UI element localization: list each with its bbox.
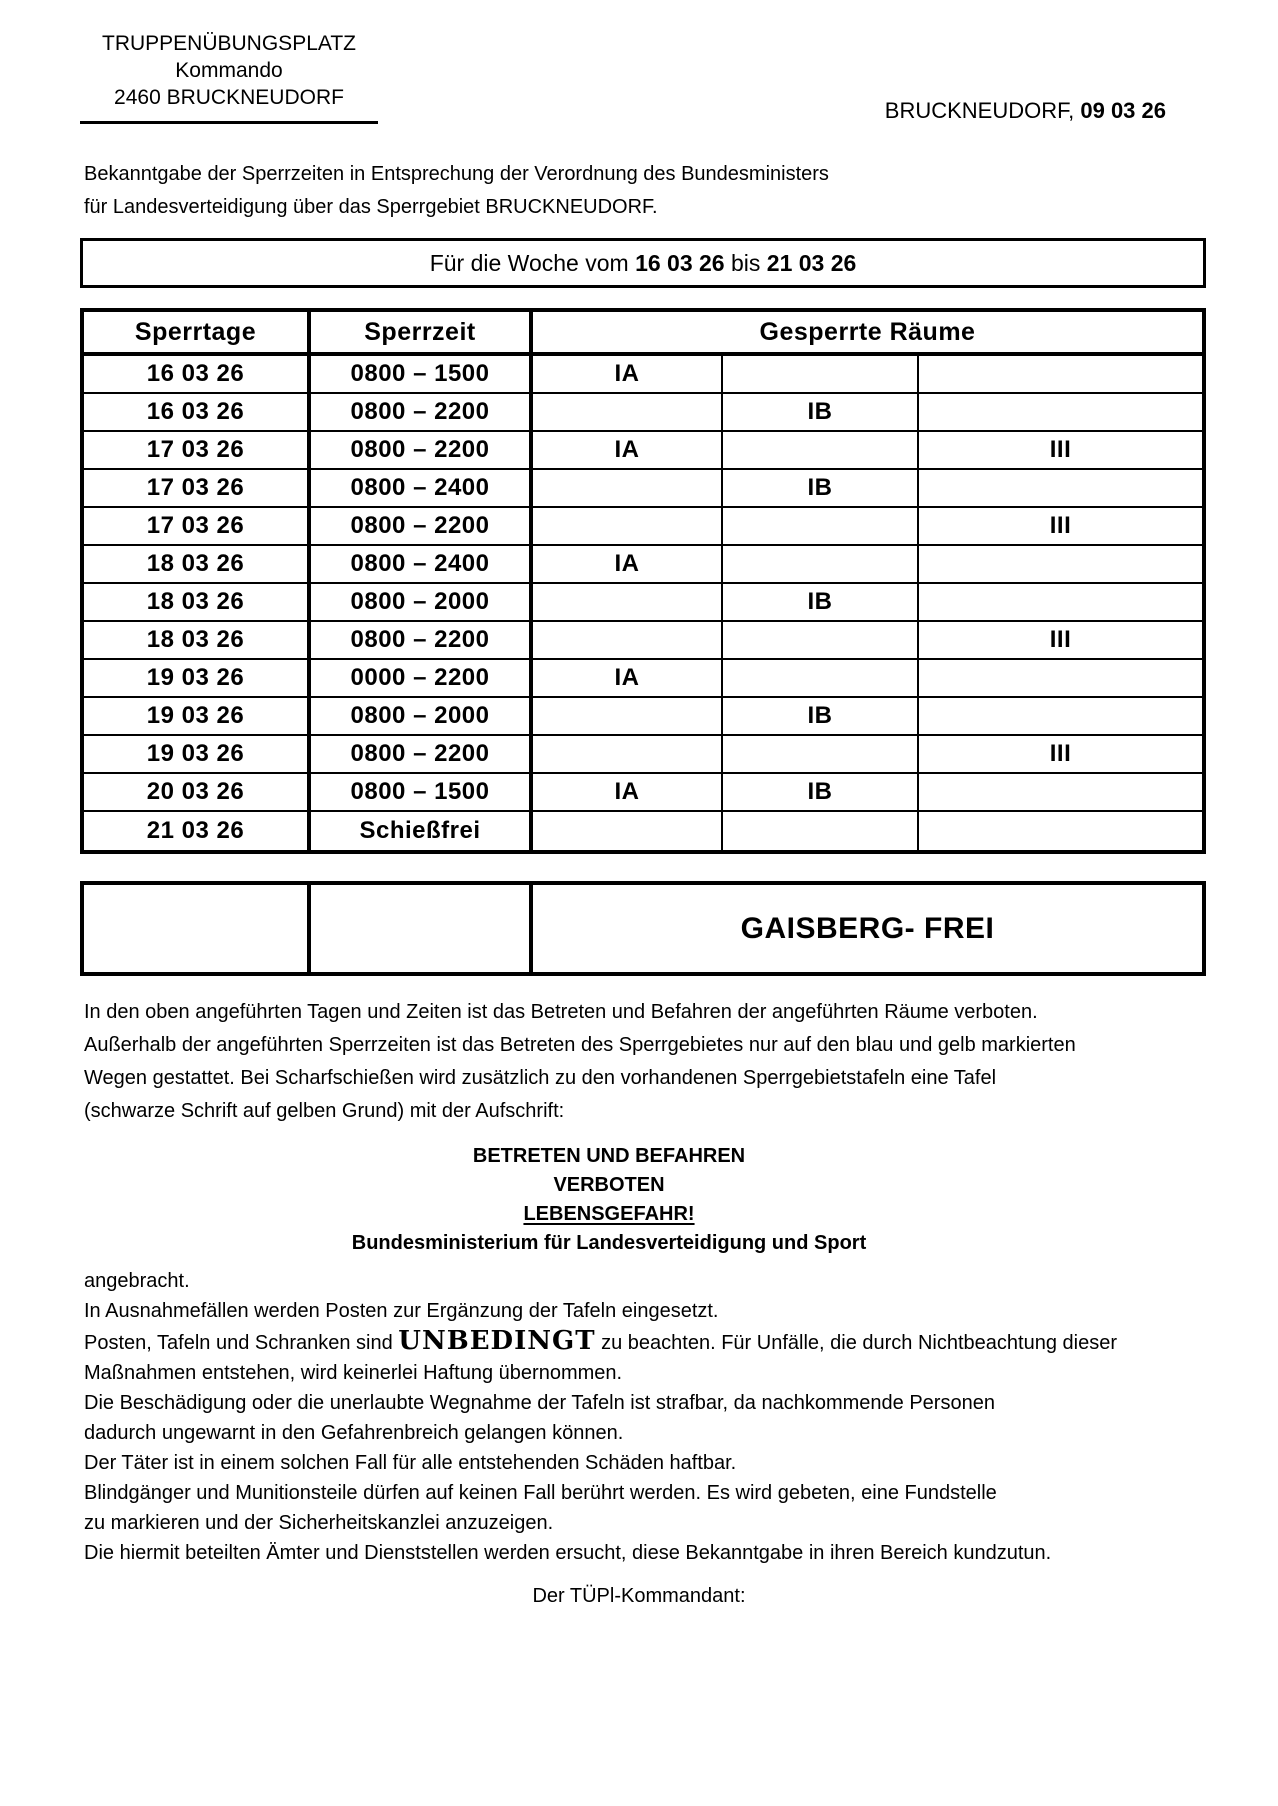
raum-iii-cell bbox=[919, 470, 1202, 508]
sperrzeit-cell: 0800 – 2200 bbox=[311, 622, 533, 660]
sperrzeit-cell: 0800 – 2200 bbox=[311, 736, 533, 774]
body-line: Maßnahmen entstehen, wird keinerlei Haftung übernommen. bbox=[84, 1362, 623, 1384]
warning-sign-text bbox=[84, 1142, 1134, 1258]
place-label: BRUCKNEUDORF, bbox=[884, 98, 1081, 123]
sperrzeit-cell: 0800 – 2400 bbox=[311, 546, 533, 584]
letterhead-unit-name: TRUPPENÜBUNGSPLATZ bbox=[102, 32, 356, 55]
raum-iii-cell bbox=[919, 546, 1202, 584]
raum-ia-cell bbox=[533, 584, 723, 622]
raum-ib-cell bbox=[723, 622, 919, 660]
intro-line: für Landesverteidigung über das Sperrgebiet BRUCKNEUDORF. bbox=[84, 196, 658, 218]
body-line: angebracht. bbox=[84, 1270, 190, 1292]
regulations-text bbox=[84, 996, 1208, 1568]
body-line: Die hiermit beteilten Ämter und Dienststellen werden ersucht, diese Bekanntgabe in ihren Bereich kundzutun. bbox=[84, 1542, 1052, 1564]
raum-iii-cell: III bbox=[919, 508, 1202, 546]
raum-ib-cell bbox=[723, 660, 919, 698]
sperrtage-cell: 19 03 26 bbox=[84, 736, 311, 774]
raum-ia-cell: IA bbox=[533, 356, 723, 394]
raum-ib-cell: IB bbox=[723, 394, 919, 432]
sperrtage-cell: 19 03 26 bbox=[84, 698, 311, 736]
warning-line-betreten: BETRETEN UND BEFAHREN bbox=[472, 1145, 746, 1167]
sperrtage-cell: 16 03 26 bbox=[84, 394, 311, 432]
body-line: Die Beschädigung oder die unerlaubte Wegnahme der Tafeln ist strafbar, da nachkommende Personen bbox=[84, 1392, 995, 1414]
sperrzeit-cell: 0800 – 2200 bbox=[311, 432, 533, 470]
week-date-from: 16 03 26 bbox=[635, 249, 725, 276]
raum-ia-cell bbox=[533, 812, 723, 850]
unbedingt-emphasis: UNBEDINGT bbox=[398, 1326, 596, 1356]
raum-iii-cell bbox=[919, 774, 1202, 812]
column-header-sperrzeit: Sperrzeit bbox=[311, 312, 533, 356]
sperrtage-cell: 20 03 26 bbox=[84, 774, 311, 812]
letterhead-unit-address: 2460 BRUCKNEUDORF bbox=[114, 86, 344, 109]
raum-ia-cell bbox=[533, 698, 723, 736]
body-line-unbedingt bbox=[84, 1326, 1208, 1358]
raum-ia-cell bbox=[533, 736, 723, 774]
body-line: Blindgänger und Munitionsteile dürfen auf keinen Fall berührt werden. Es wird gebeten, eine Fundstelle bbox=[84, 1482, 997, 1504]
place-date-line bbox=[885, 98, 1166, 124]
sperrzeit-cell: 0800 – 1500 bbox=[311, 356, 533, 394]
body-line: zu markieren und der Sicherheitskanzlei anzuzeigen. bbox=[84, 1512, 554, 1534]
sperrtage-cell: 17 03 26 bbox=[84, 508, 311, 546]
gaisberg-label: GAISBERG- FREI bbox=[740, 911, 995, 945]
sperrzeit-cell: 0800 – 2400 bbox=[311, 470, 533, 508]
closure-table bbox=[80, 308, 1206, 854]
raum-ib-cell bbox=[723, 546, 919, 584]
raum-ia-cell bbox=[533, 470, 723, 508]
raum-iii-cell bbox=[919, 660, 1202, 698]
raum-ib-cell: IB bbox=[723, 774, 919, 812]
sperrzeit-cell: 0800 – 2200 bbox=[311, 508, 533, 546]
sperrzeit-cell: 0800 – 1500 bbox=[311, 774, 533, 812]
raum-ib-cell bbox=[723, 432, 919, 470]
week-banner-prefix: Für die Woche vom bbox=[429, 249, 636, 276]
sperrzeit-cell: 0000 – 2200 bbox=[311, 660, 533, 698]
week-banner bbox=[80, 238, 1206, 288]
sperrzeit-cell: Schießfrei bbox=[311, 812, 533, 850]
week-date-to: 21 03 26 bbox=[766, 249, 857, 276]
sperrtage-cell: 18 03 26 bbox=[84, 546, 311, 584]
raum-ib-cell: IB bbox=[723, 584, 919, 622]
signature-line: Der TÜPl-Kommandant: bbox=[532, 1585, 746, 1607]
body-line: (schwarze Schrift auf gelben Grund) mit der Aufschrift: bbox=[84, 1100, 565, 1122]
body-line: dadurch ungewarnt in den Gefahrenbreich gelangen können. bbox=[84, 1422, 624, 1444]
body-line: In den oben angeführten Tagen und Zeiten ist das Betreten und Befahren der angeführten Räume verboten. bbox=[84, 1001, 1038, 1023]
sperrtage-cell: 16 03 26 bbox=[84, 356, 311, 394]
raum-ib-cell bbox=[723, 812, 919, 850]
raum-iii-cell bbox=[919, 698, 1202, 736]
raum-ia-cell bbox=[533, 508, 723, 546]
gaisberg-box bbox=[80, 881, 1206, 976]
sperrtage-cell: 19 03 26 bbox=[84, 660, 311, 698]
raum-ib-cell bbox=[723, 508, 919, 546]
raum-ib-cell: IB bbox=[723, 698, 919, 736]
gaisberg-empty-cell-2 bbox=[311, 885, 533, 972]
raum-iii-cell bbox=[919, 356, 1202, 394]
letterhead bbox=[80, 30, 378, 124]
column-header-sperrtage: Sperrtage bbox=[84, 312, 311, 356]
warning-line-lebensgefahr: LEBENSGEFAHR! bbox=[523, 1203, 695, 1225]
body-line: Der Täter ist in einem solchen Fall für alle entstehenden Schäden haftbar. bbox=[84, 1452, 737, 1474]
body-line: In Ausnahmefällen werden Posten zur Ergänzung der Tafeln eingesetzt. bbox=[84, 1300, 719, 1322]
gaisberg-empty-cell-1 bbox=[84, 885, 311, 972]
raum-ia-cell bbox=[533, 394, 723, 432]
regulations-paragraph-1 bbox=[84, 996, 1208, 1128]
raum-iii-cell: III bbox=[919, 432, 1202, 470]
body-line: Außerhalb der angeführten Sperrzeiten ist das Betreten des Sperrgebietes nur auf den blau und gelb markierten bbox=[84, 1034, 1076, 1056]
raum-ia-cell: IA bbox=[533, 660, 723, 698]
raum-ia-cell: IA bbox=[533, 432, 723, 470]
warning-line-verboten: VERBOTEN bbox=[553, 1174, 665, 1196]
raum-ia-cell: IA bbox=[533, 774, 723, 812]
warning-line-ministry: Bundesministerium für Landesverteidigung und Sport bbox=[351, 1232, 867, 1254]
raum-iii-cell bbox=[919, 812, 1202, 850]
raum-ib-cell bbox=[723, 736, 919, 774]
sperrtage-cell: 18 03 26 bbox=[84, 622, 311, 660]
document-date: 09 03 26 bbox=[1080, 98, 1166, 123]
raum-iii-cell: III bbox=[919, 736, 1202, 774]
sperrzeit-cell: 0800 – 2200 bbox=[311, 394, 533, 432]
body-line-part: zu beachten. Für Unfälle, die durch Nichtbeachtung dieser bbox=[595, 1332, 1117, 1354]
sperrtage-cell: 17 03 26 bbox=[84, 432, 311, 470]
sperrzeit-cell: 0800 – 2000 bbox=[311, 698, 533, 736]
raum-iii-cell bbox=[919, 584, 1202, 622]
body-line-part: Posten, Tafeln und Schranken sind bbox=[84, 1332, 399, 1354]
column-header-gesperrte-raeume: Gesperrte Räume bbox=[533, 312, 1202, 356]
sperrtage-cell: 17 03 26 bbox=[84, 470, 311, 508]
week-banner-connector: bis bbox=[724, 249, 767, 276]
intro-line: Bekanntgabe der Sperrzeiten in Entsprechung der Verordnung des Bundesministers bbox=[84, 163, 829, 185]
raum-iii-cell: III bbox=[919, 622, 1202, 660]
raum-ib-cell: IB bbox=[723, 470, 919, 508]
raum-iii-cell bbox=[919, 394, 1202, 432]
raum-ib-cell bbox=[723, 356, 919, 394]
letterhead-unit-command: Kommando bbox=[175, 59, 283, 82]
raum-ia-cell: IA bbox=[533, 546, 723, 584]
regulations-paragraph-2 bbox=[84, 1266, 1208, 1568]
sperrtage-cell: 18 03 26 bbox=[84, 584, 311, 622]
raum-ia-cell bbox=[533, 622, 723, 660]
body-line: Wegen gestattet. Bei Scharfschießen wird zusätzlich zu den vorhandenen Sperrgebietstafeln eine Tafel bbox=[84, 1067, 997, 1089]
sperrzeit-cell: 0800 – 2000 bbox=[311, 584, 533, 622]
sperrtage-cell: 21 03 26 bbox=[84, 812, 311, 850]
intro-paragraph bbox=[84, 158, 829, 224]
